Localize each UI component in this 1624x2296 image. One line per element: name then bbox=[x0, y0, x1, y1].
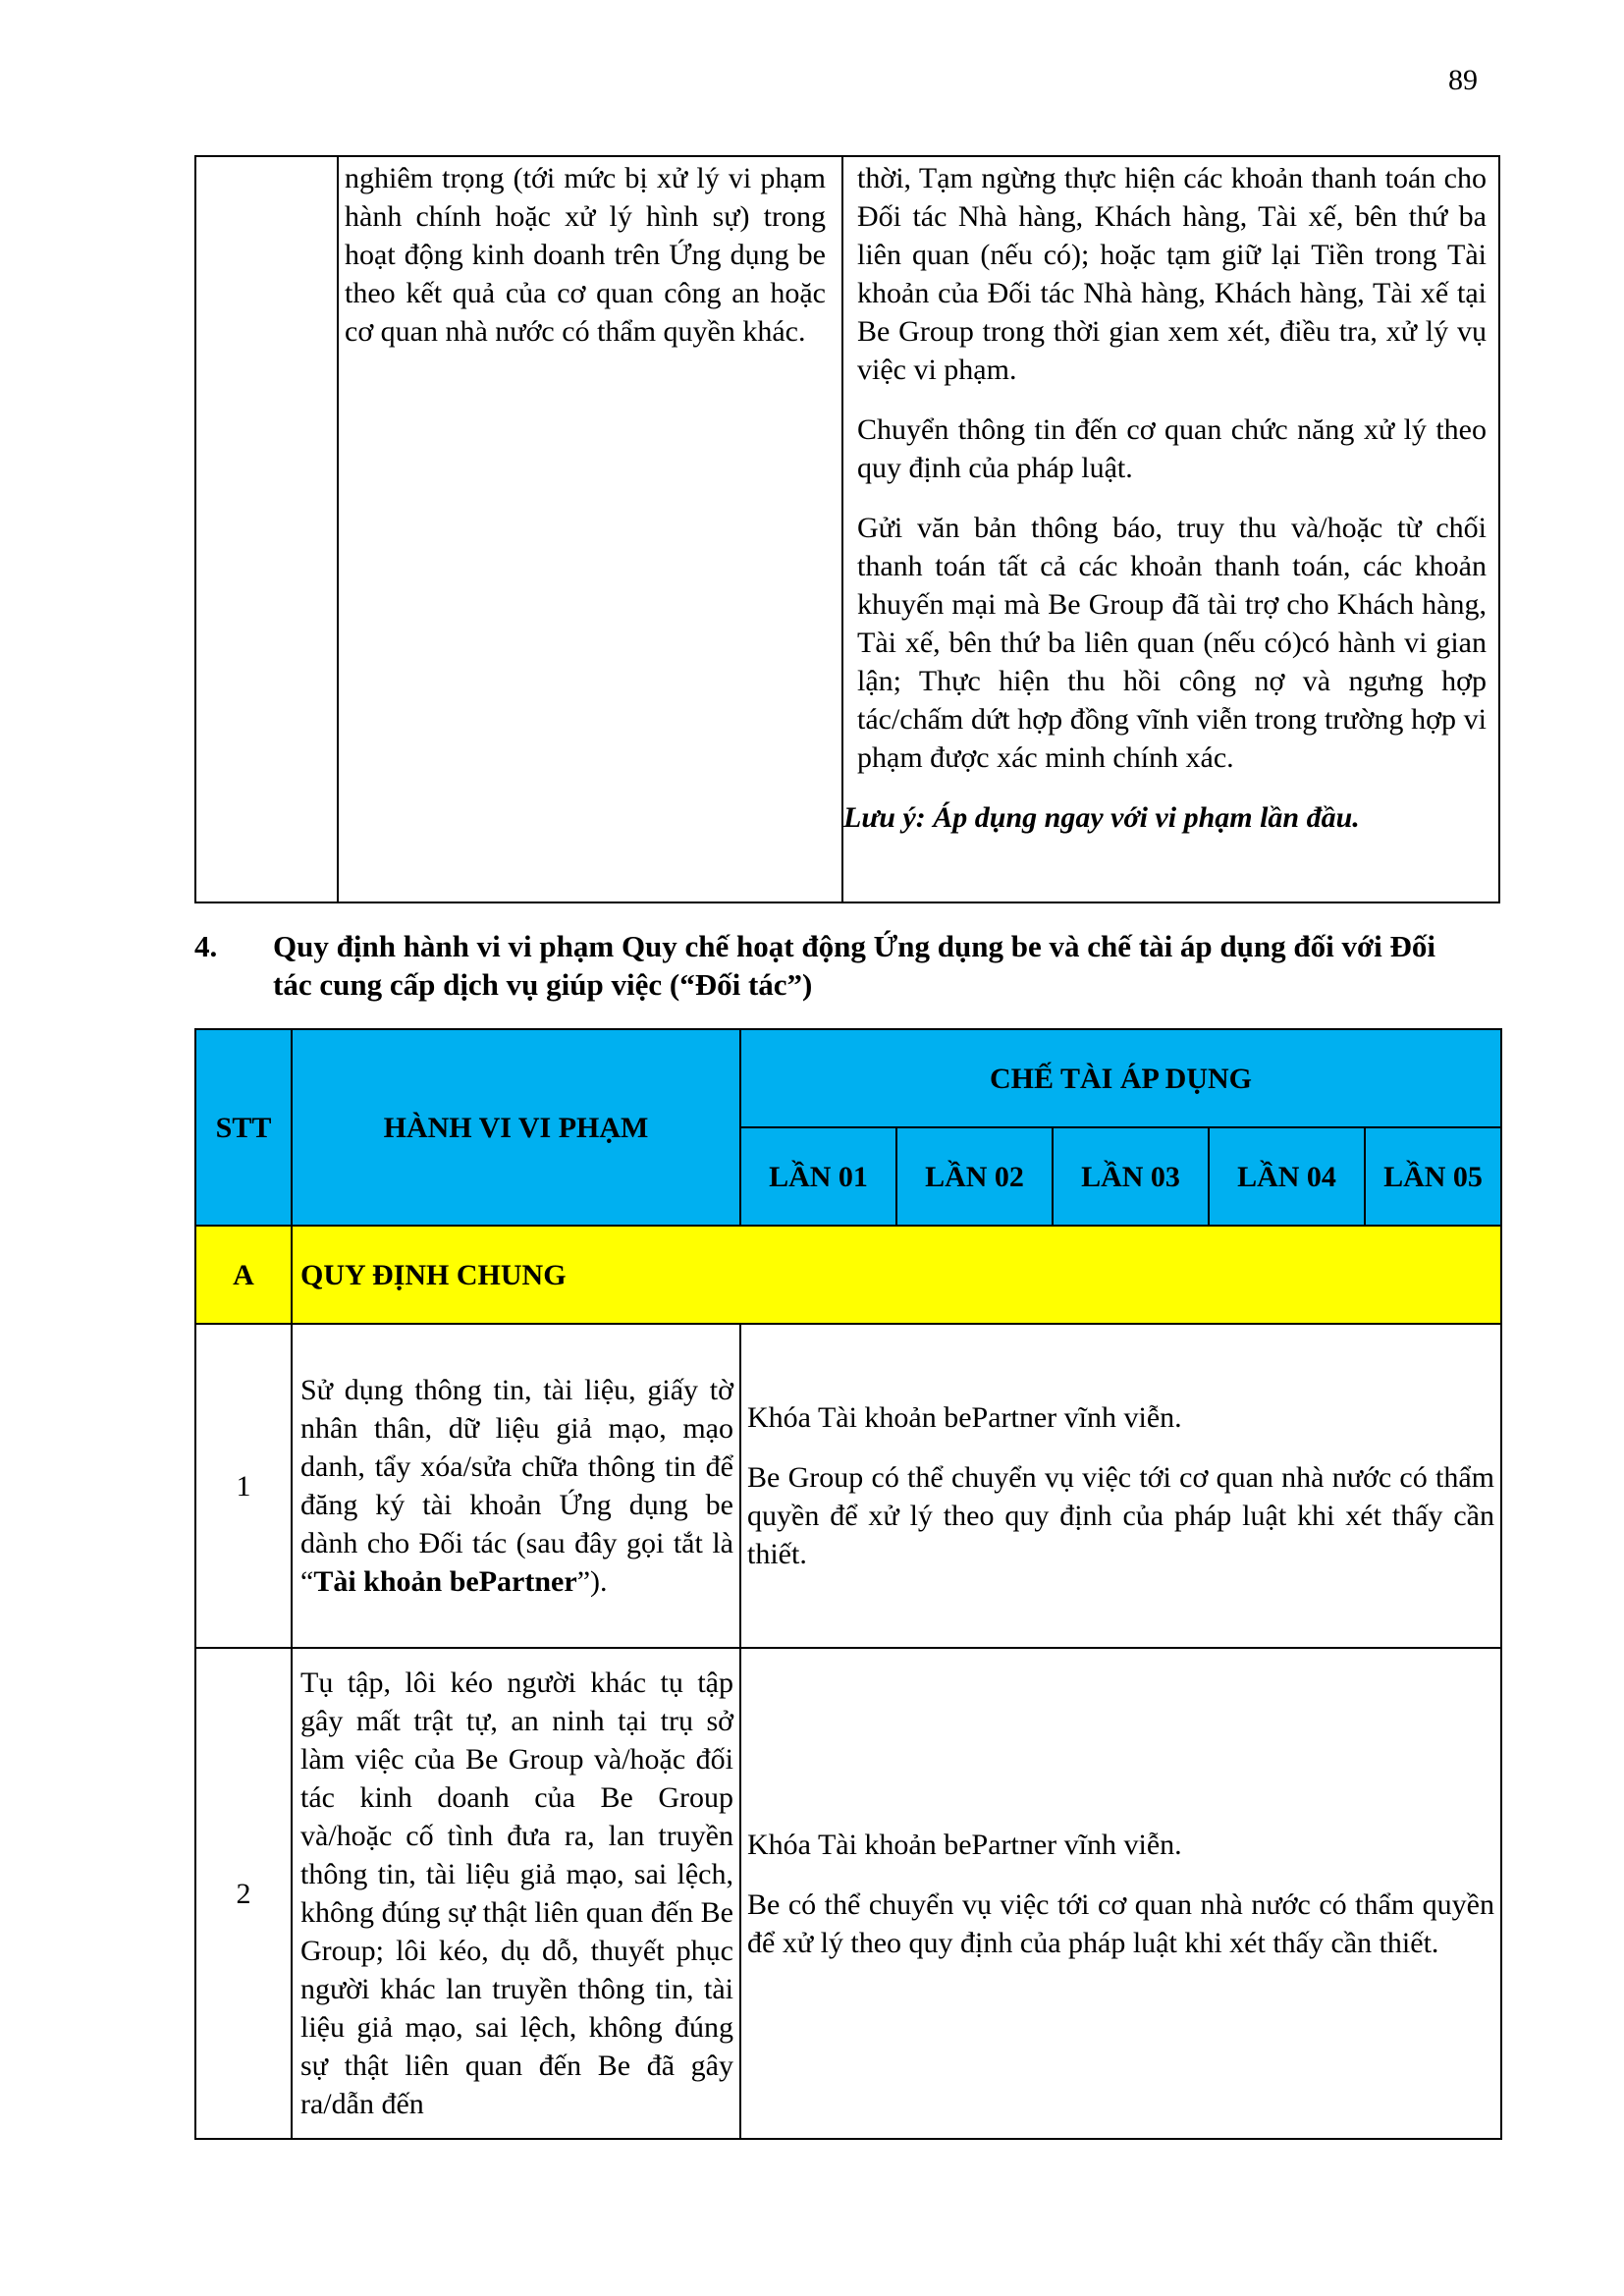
header-sanction: CHẾ TÀI ÁP DỤNG bbox=[740, 1029, 1501, 1127]
sanction-paragraph: thời, Tạm ngừng thực hiện các khoản thanh toán cho Đối tác Nhà hàng, Khách hàng, Tài xế, bên thứ ba liên quan (nếu có); hoặc tạm giữ lại Tiền trong Tài khoản của Đối tác Nhà hàng, Khách hàng, Tài xế tại Be Group trong thời gian xem xét, điều tra, xử lý vụ việc vi phạm. bbox=[857, 162, 1487, 386]
section-number: 4. bbox=[194, 929, 218, 963]
stt-cell bbox=[195, 156, 338, 902]
bold-term: Tài khoản bePartner bbox=[313, 1565, 577, 1598]
row-sanction bbox=[740, 1648, 1501, 2139]
header-time-1: LẦN 01 bbox=[740, 1127, 896, 1226]
header-time-3: LẦN 03 bbox=[1053, 1127, 1209, 1226]
header-time-4: LẦN 04 bbox=[1209, 1127, 1365, 1226]
sanction-cell bbox=[842, 156, 1499, 902]
sanction-paragraph: Gửi văn bản thông báo, truy thu và/hoặc từ chối thanh toán tất cả các khoản thanh toán, các khoản khuyến mại mà Be Group đã tài trợ cho Khách hàng, Tài xế, bên thứ ba liên quan (nếu có)có hành vi gian lận; Thực hiện thu hồi công nợ và ngưng hợp tác/chấm dứt hợp đồng vĩnh viễn trong trường hợp vi phạm được xác minh chính xác. bbox=[857, 512, 1487, 774]
header-time-5: LẦN 05 bbox=[1365, 1127, 1501, 1226]
sanction-paragraph: Be có thể chuyển vụ việc tới cơ quan nhà nước có thẩm quyền để xử lý theo quy định của pháp luật khi xét thấy cần thiết. bbox=[747, 1887, 1494, 1959]
group-row bbox=[195, 1226, 1501, 1324]
header-stt: STT bbox=[195, 1029, 292, 1226]
row-stt: 2 bbox=[195, 1648, 292, 2139]
section-heading bbox=[194, 927, 1471, 1004]
header-violation: HÀNH VI VI PHẠM bbox=[292, 1029, 740, 1226]
section-title: Quy định hành vi vi phạm Quy chế hoạt động Ứng dụng be và chế tài áp dụng đối với Đối tác cung cấp dịch vụ giúp việc (“Đối tác”) bbox=[273, 929, 1436, 1002]
continuation-table bbox=[194, 155, 1500, 903]
row-violation: Tụ tập, lôi kéo người khác tụ tập gây mất trật tự, an ninh tại trụ sở làm việc của Be Group và/hoặc đối tác kinh doanh của Be Group và/hoặc cố tình đưa ra, lan truyền thông tin, tài liệu giả mạo, sai lệch, không đúng sự thật liên quan đến Be Group; lôi kéo, dụ dỗ, thuyết phục người khác lan truyền thông tin, tài liệu giả mạo, sai lệch, không đúng sự thật liên quan đến Be đã gây ra/dẫn đến bbox=[292, 1648, 740, 2139]
note-text: Lưu ý: Áp dụng ngay với vi phạm lần đầu. bbox=[843, 801, 1360, 834]
sanction-paragraph: Khóa Tài khoản bePartner vĩnh viễn. bbox=[747, 1828, 1182, 1861]
header-row bbox=[195, 1029, 1501, 1127]
table-row bbox=[195, 156, 1499, 902]
row-violation: Sử dụng thông tin, tài liệu, giấy tờ nhân thân, dữ liệu giả mạo, mạo danh, tẩy xóa/sửa chữa thông tin để đăng ký tài khoản Ứng dụng be dành cho Đối tác (sau đây gọi tắt là “Tài khoản bePartner”). bbox=[292, 1324, 740, 1648]
group-title: QUY ĐỊNH CHUNG bbox=[292, 1226, 1501, 1324]
row-stt: 1 bbox=[195, 1324, 292, 1648]
violations-table bbox=[194, 1028, 1502, 2140]
violation-cell: nghiêm trọng (tới mức bị xử lý vi phạm hành chính hoặc xử lý hình sự) trong hoạt động kinh doanh trên Ứng dụng be theo kết quả của cơ quan công an hoặc cơ quan nhà nước có thẩm quyền khác. bbox=[338, 156, 842, 902]
row-sanction bbox=[740, 1324, 1501, 1648]
table-row bbox=[195, 1324, 1501, 1648]
header-time-2: LẦN 02 bbox=[896, 1127, 1053, 1226]
sanction-paragraph: Khóa Tài khoản bePartner vĩnh viễn. bbox=[747, 1401, 1182, 1434]
table-row bbox=[195, 1648, 1501, 2139]
page-number: 89 bbox=[1448, 64, 1478, 96]
sanction-paragraph: Be Group có thể chuyển vụ việc tới cơ quan nhà nước có thẩm quyền để xử lý theo quy định của pháp luật khi xét thấy cần thiết. bbox=[747, 1461, 1494, 1570]
sanction-paragraph: Chuyển thông tin đến cơ quan chức năng xử lý theo quy định của pháp luật. bbox=[857, 413, 1487, 484]
group-code: A bbox=[195, 1226, 292, 1324]
